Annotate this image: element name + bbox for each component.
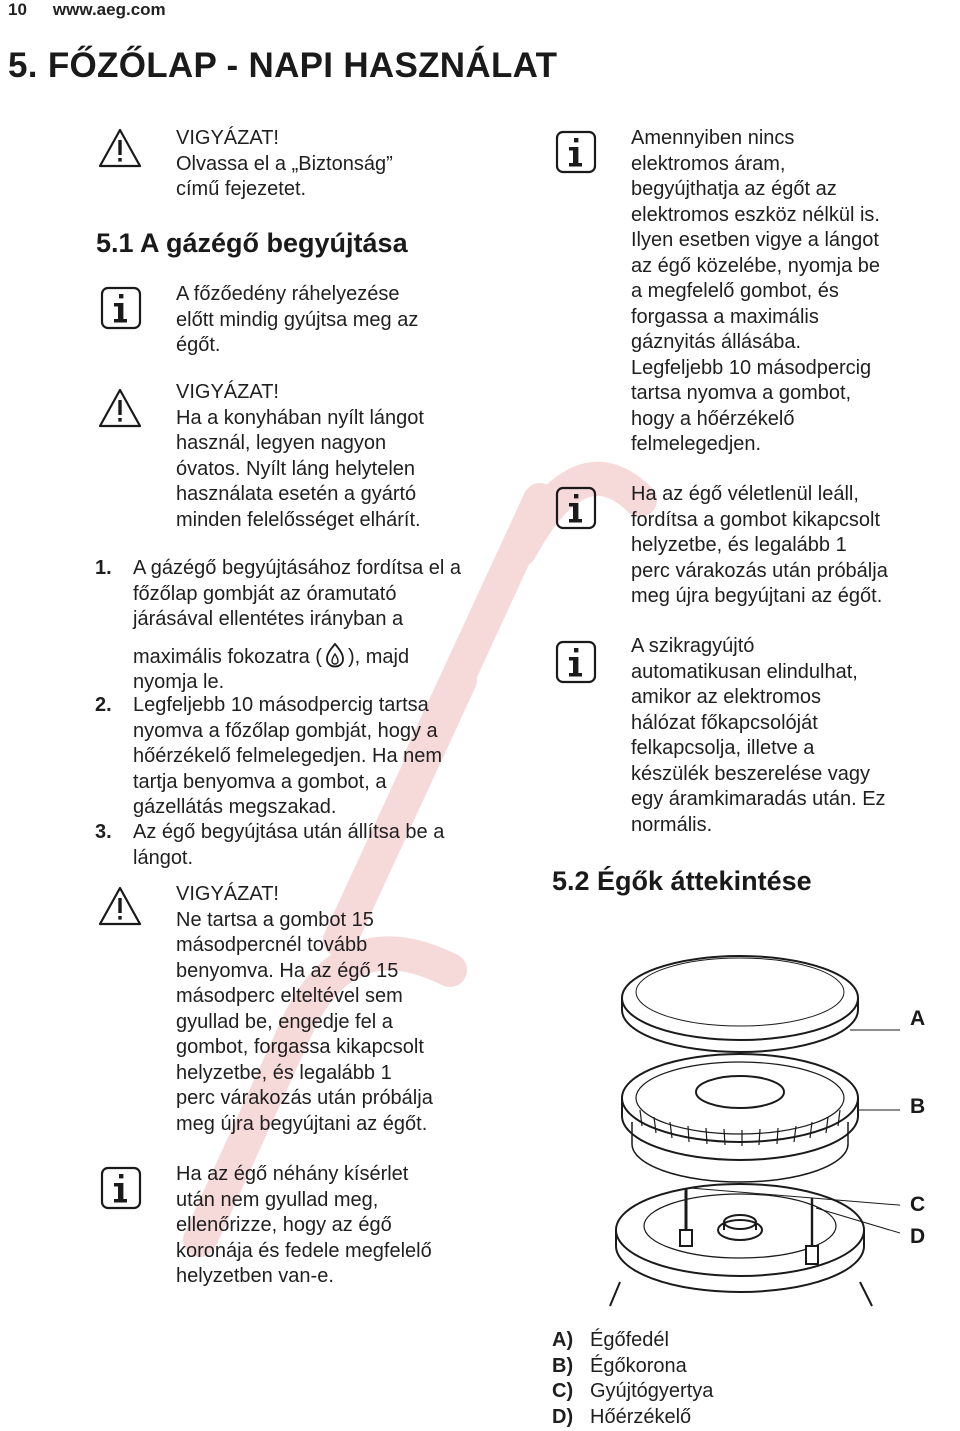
text-line: elektromos eszköz nélkül is. — [631, 203, 880, 226]
text-line: égőt. — [176, 334, 221, 356]
text-line: használata esetén a gyártó — [176, 483, 417, 505]
legend-text: Hőérzékelő — [590, 1405, 692, 1428]
text-line: lángot. — [133, 846, 194, 869]
text-line: az égő közelébe, nyomja be — [631, 254, 881, 277]
legend-item — [552, 1405, 932, 1431]
text-line: Ilyen esetben vigye a lángot — [631, 229, 879, 251]
text-line: hogy a hőérzékelő — [631, 407, 795, 430]
text-line: fordítsa a gombot kikapcsolt — [631, 508, 881, 531]
text-line: gombot, forgassa kikapcsolt — [176, 1036, 424, 1058]
text-line: hálózat főkapcsolóját — [631, 711, 818, 734]
text-line: ellenőrizze, hogy az égő — [176, 1214, 392, 1236]
text-line: másodpercnél tovább — [176, 934, 368, 956]
legend-text: Gyújtógyertya — [590, 1380, 714, 1402]
step-number: 1. — [95, 557, 112, 579]
text-line: Legfeljebb 10 másodpercig tartsa — [133, 694, 429, 716]
warning-heading: VIGYÁZAT! — [176, 127, 279, 149]
text-line: amikor az elektromos — [631, 686, 822, 708]
text-line: felkapcsolja, illetve a — [631, 737, 815, 759]
legend-item — [552, 1354, 932, 1380]
legend-item — [552, 1379, 932, 1405]
text-line: helyzetben van-e. — [176, 1265, 334, 1287]
legend-key: B) — [552, 1354, 574, 1377]
diagram-legend — [552, 1328, 932, 1430]
text-line: Legfeljebb 10 másodpercig — [631, 356, 872, 379]
legend-key: D) — [552, 1405, 574, 1428]
text-line — [133, 642, 533, 671]
info-block-3 — [631, 126, 951, 458]
text-line: Olvassa el a „Biztonság” — [176, 152, 393, 175]
text-fragment: ), majd — [347, 645, 410, 668]
text-line: Az égő begyújtása után állítsa be a — [133, 821, 445, 843]
text-line: A gázégő begyújtásához fordítsa el a — [133, 557, 462, 579]
text-line: automatikusan elindulhat, — [631, 660, 858, 683]
text-line: Ne tartsa a gombot 15 — [176, 908, 374, 931]
info-icon — [100, 286, 142, 330]
diagram-label-c: C — [910, 1193, 926, 1216]
info-block-2 — [176, 1162, 536, 1290]
info-icon — [555, 130, 597, 174]
max-flame-icon — [324, 642, 346, 668]
burner-base — [610, 1184, 872, 1306]
info-block-5 — [631, 634, 951, 838]
info-icon — [555, 486, 597, 530]
step-text — [133, 556, 533, 696]
text-line: meg újra begyújtani az égőt. — [631, 585, 883, 607]
page-title: 5. FŐZŐLAP - NAPI HASZNÁLAT — [8, 46, 558, 85]
text-line: benyomva. Ha az égő 15 — [176, 959, 399, 982]
step-text — [133, 820, 533, 871]
legend-text: Égőfedél — [590, 1329, 669, 1351]
info-icon — [555, 640, 597, 684]
step-2 — [95, 693, 525, 823]
diagram-label-b: B — [910, 1095, 926, 1118]
text-line: nyomva a főzőlap gombját, hogy a — [133, 719, 438, 742]
info-block-4 — [631, 482, 951, 610]
text-line: forgassa a maximális — [631, 305, 819, 328]
text-line: óvatos. Nyílt láng helytelen — [176, 457, 416, 480]
text-line: gázellátás megszakad. — [133, 796, 337, 818]
text-line: után nem gyullad meg, — [176, 1188, 379, 1211]
warning-icon — [98, 128, 142, 168]
warning-block-1 — [176, 126, 536, 203]
text-line: tartsa nyomva a gombot, — [631, 382, 852, 404]
page-header — [8, 0, 192, 20]
text-line: felmelegedjen. — [631, 433, 762, 455]
step-3 — [95, 820, 525, 875]
text-line: Ha az égő néhány kísérlet — [176, 1163, 409, 1185]
text-line: a megfelelő gombot, és — [631, 280, 839, 302]
text-line: hőérzékelő felmelegedjen. Ha nem — [133, 745, 443, 767]
burner-cap — [622, 956, 858, 1052]
text-line: begyújthatja az égőt az — [631, 178, 837, 200]
text-line: nyomja le. — [133, 671, 225, 693]
section-title-5-2: 5.2 Égők áttekintése — [552, 866, 812, 896]
text-line: A szikragyújtó — [631, 635, 755, 657]
text-line: Ha az égő véletlenül leáll, — [631, 483, 859, 505]
text-line: Ha a konyhában nyílt lángot — [176, 406, 424, 429]
legend-item — [552, 1328, 932, 1354]
text-line: A főzőedény ráhelyezése — [176, 283, 400, 305]
diagram-label-d: D — [910, 1225, 926, 1248]
info-block-1 — [176, 282, 536, 359]
text-line: perc várakozás után próbálja — [631, 559, 888, 582]
warning-heading: VIGYÁZAT! — [176, 381, 279, 403]
section-title-5-1: 5.1 A gázégő begyújtása — [96, 228, 408, 258]
text-line: minden felelősséget elhárít. — [176, 508, 421, 531]
step-number: 3. — [95, 821, 112, 843]
text-line: tartja benyomva a gombot, a — [133, 770, 387, 793]
text-fragment: maximális fokozatra ( — [133, 645, 322, 668]
text-line: perc várakozás után próbálja — [176, 1087, 433, 1109]
warning-icon — [98, 388, 142, 428]
text-line: előtt mindig gyújtsa meg az — [176, 308, 419, 331]
step-text — [133, 693, 533, 821]
page-number: 10 — [8, 0, 27, 19]
text-line: egy áramkimaradás után. Ez — [631, 788, 886, 810]
text-line: koronája és fedele megfelelő — [176, 1239, 432, 1262]
warning-block-3 — [176, 882, 536, 1137]
warning-block-2 — [176, 380, 536, 533]
text-line: gáznyitás állásába. — [631, 331, 802, 353]
text-line: normális. — [631, 813, 713, 836]
burner-crown — [622, 1054, 858, 1182]
text-line: készülék beszerelése vagy — [631, 762, 871, 785]
legend-text: Égőkorona — [590, 1354, 687, 1377]
legend-key: A) — [552, 1329, 574, 1351]
step-1 — [95, 556, 525, 696]
legend-key: C) — [552, 1380, 574, 1402]
text-line: járásával ellentétes irányban a — [133, 608, 404, 630]
text-line: meg újra begyújtani az égőt. — [176, 1112, 428, 1135]
text-line: helyzetbe, és legalább 1 — [631, 534, 847, 556]
text-line: elektromos áram, — [631, 152, 786, 175]
text-line: használ, legyen nagyon — [176, 432, 387, 454]
text-line: főzőlap gombját az óramutató — [133, 582, 397, 605]
diagram-label-a: A — [910, 1007, 926, 1030]
step-number: 2. — [95, 694, 112, 716]
warning-icon — [98, 886, 142, 926]
text-line: gyullad be, engedje fel a — [176, 1010, 393, 1033]
site-url: www.aeg.com — [52, 0, 166, 19]
info-icon — [100, 1166, 142, 1210]
warning-heading: VIGYÁZAT! — [176, 883, 279, 905]
text-line: másodperc elteltével sem — [176, 985, 403, 1007]
text-line: helyzetbe, és legalább 1 — [176, 1061, 392, 1084]
burner-diagram — [580, 930, 900, 1320]
text-line: című fejezetet. — [176, 178, 307, 200]
text-line: Amennyiben nincs — [631, 127, 795, 149]
